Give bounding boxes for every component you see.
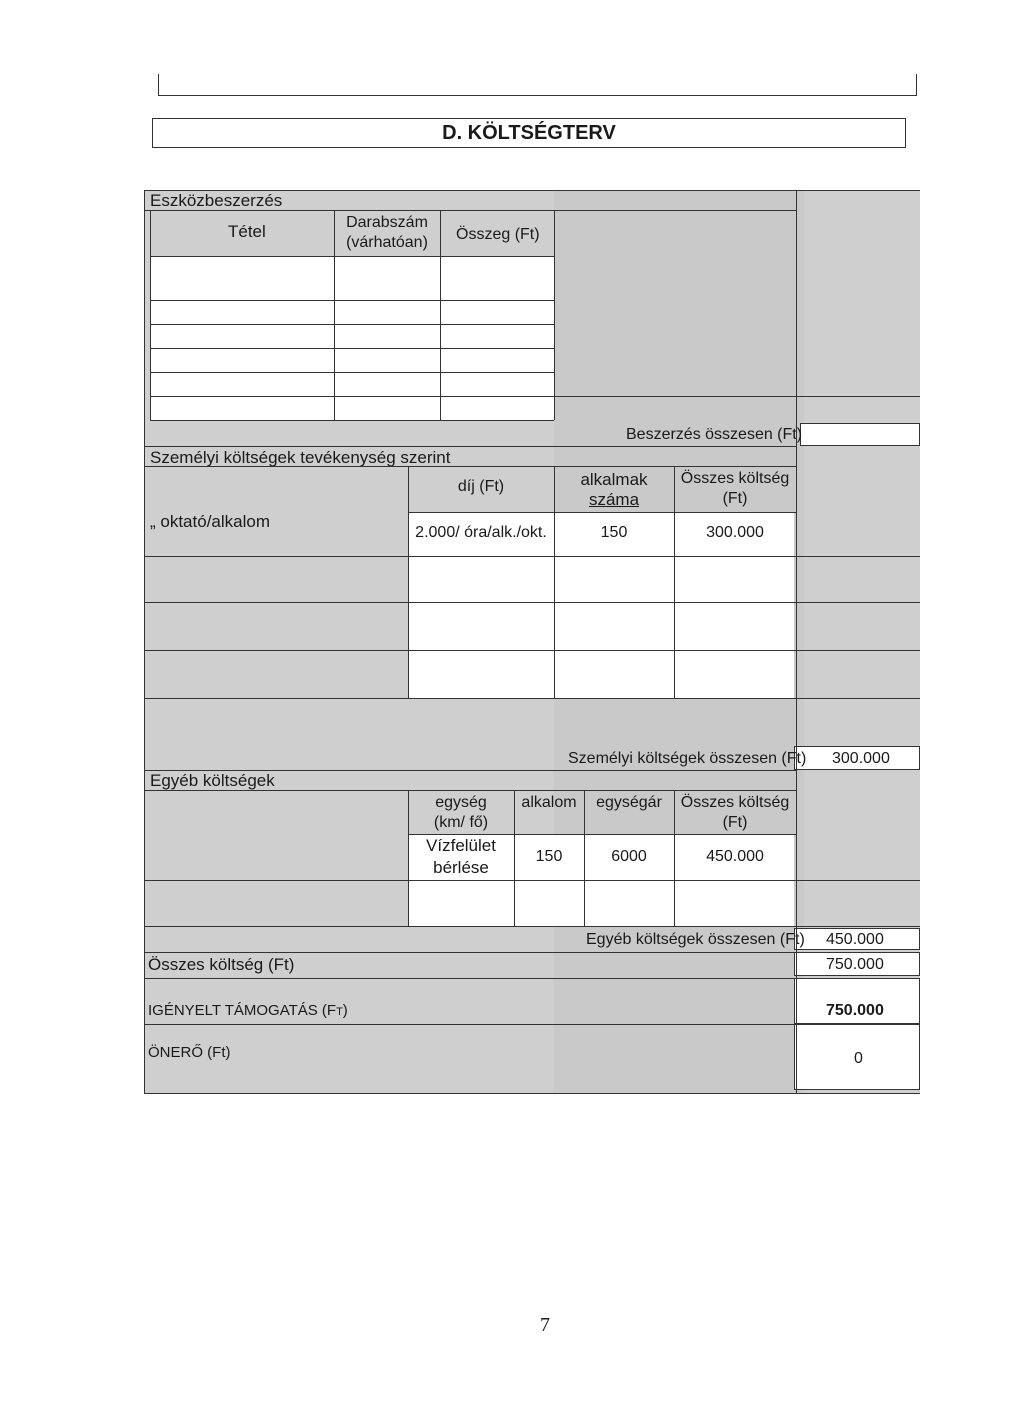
top-box-right-edge [916,74,917,96]
page-title: D. KÖLTSÉGTERV [442,122,616,144]
right-column-line [796,190,797,1094]
egyeb-row1-egyseg-line2: bérlése [433,858,489,877]
col-dij: díj (Ft) [457,478,505,495]
egyeb-section-label: Egyéb költségek [150,771,275,790]
col-egyeb-osszes-line1: Összes költség [680,794,790,811]
szemelyi-top-line [144,446,796,447]
page-number: 7 [540,1314,550,1336]
szemelyi-row1-dij: 2.000/ óra/alk./okt. [415,524,547,541]
cost-table [144,190,920,1094]
szemelyi-row1-label: „ oktató/alkalom [150,512,270,531]
egyeb-row1-egyseg-line1: Vízfelület [426,836,496,855]
col-alkalmak-line2: száma [588,490,640,509]
top-box-left-edge [158,74,159,96]
osszes-value: 750.000 [826,956,884,973]
szemelyi-row1-osszes: 300.000 [706,524,764,541]
col-osszes-line1: Összes költség [680,470,790,487]
eszkoz-col2-line [440,210,441,420]
egyeb-total-value: 450.000 [826,931,884,948]
egyeb-row-line [144,880,920,881]
szemelyi-row-line [144,650,920,651]
col-alkalmak-line1: alkalmak [580,470,648,489]
eszkoz-left-line [150,210,151,420]
eszkoz-col1-line [334,210,335,420]
col-alkalom: alkalom [521,794,577,811]
szemelyi-row-line [408,512,796,513]
egyeb-row-line [144,926,920,927]
szemelyi-header-line [144,466,796,467]
top-box-bottom-edge [158,95,916,96]
egyeb-row1-alkalom: 150 [535,848,563,865]
eszkoz-header-top-line [144,210,796,211]
col-osszes-line2: (Ft) [722,490,748,507]
col-egyseg-line2: (km/ fő) [433,814,489,831]
col-tetel: Tétel [228,222,266,241]
szemelyi-row-line [144,698,920,699]
szemelyi-total-label: Személyi költségek összesen (Ft) [568,750,807,767]
col-egysegar: egységár [596,794,662,811]
osszes-label: Összes költség (Ft) [148,955,295,974]
eszkoz-row-line [150,324,554,325]
egyeb-row-line [408,834,796,835]
szemelyi-row-line [144,556,920,557]
szemelyi-total-value: 300.000 [832,750,890,767]
eszkoz-row-line [150,420,554,421]
col-egyseg-line1: egység [435,794,487,811]
szemelyi-row-line [144,602,920,603]
onero-top-line [144,1024,920,1025]
col-darab-line2: (várhatóan) [346,234,428,251]
col-egyeb-osszes-line2: (Ft) [722,814,748,831]
osszes-top-line [144,952,920,953]
eszkoz-row-line [150,300,554,301]
egyeb-row1-egysegar: 6000 [611,848,647,865]
egyeb-row1-osszes: 450.000 [706,848,764,865]
col-darab-line1: Darabszám [346,214,428,231]
eszkoz-row-line [150,348,554,349]
szemelyi-section-label: Személyi költségek tevékenység szerint [150,448,451,467]
eszkoz-row-line [150,396,920,397]
szemelyi-col1-line [408,466,409,698]
eszkoz-row-line [150,256,554,257]
eszkoz-col3-line [554,210,555,420]
eszkoz-row-line [150,372,554,373]
onero-label: ÖNERŐ (Ft) [148,1044,231,1061]
title-box [152,118,906,148]
szemelyi-row1-alkalmak: 150 [600,524,628,541]
igenyelt-top-line [144,978,920,979]
egyeb-header-line [144,790,796,791]
onero-value: 0 [854,1050,863,1067]
beszerzes-total-label: Beszerzés összesen (Ft) [626,426,803,443]
igenyelt-value: 750.000 [826,1002,884,1019]
egyeb-total-label: Egyéb költségek összesen (Ft) [586,931,805,948]
igenyelt-label: IGÉNYELT TÁMOGATÁS (Ft) [148,1002,348,1019]
eszkoz-section-label: Eszközbeszerzés [150,191,283,210]
col-osszeg: Összeg (Ft) [456,226,540,243]
